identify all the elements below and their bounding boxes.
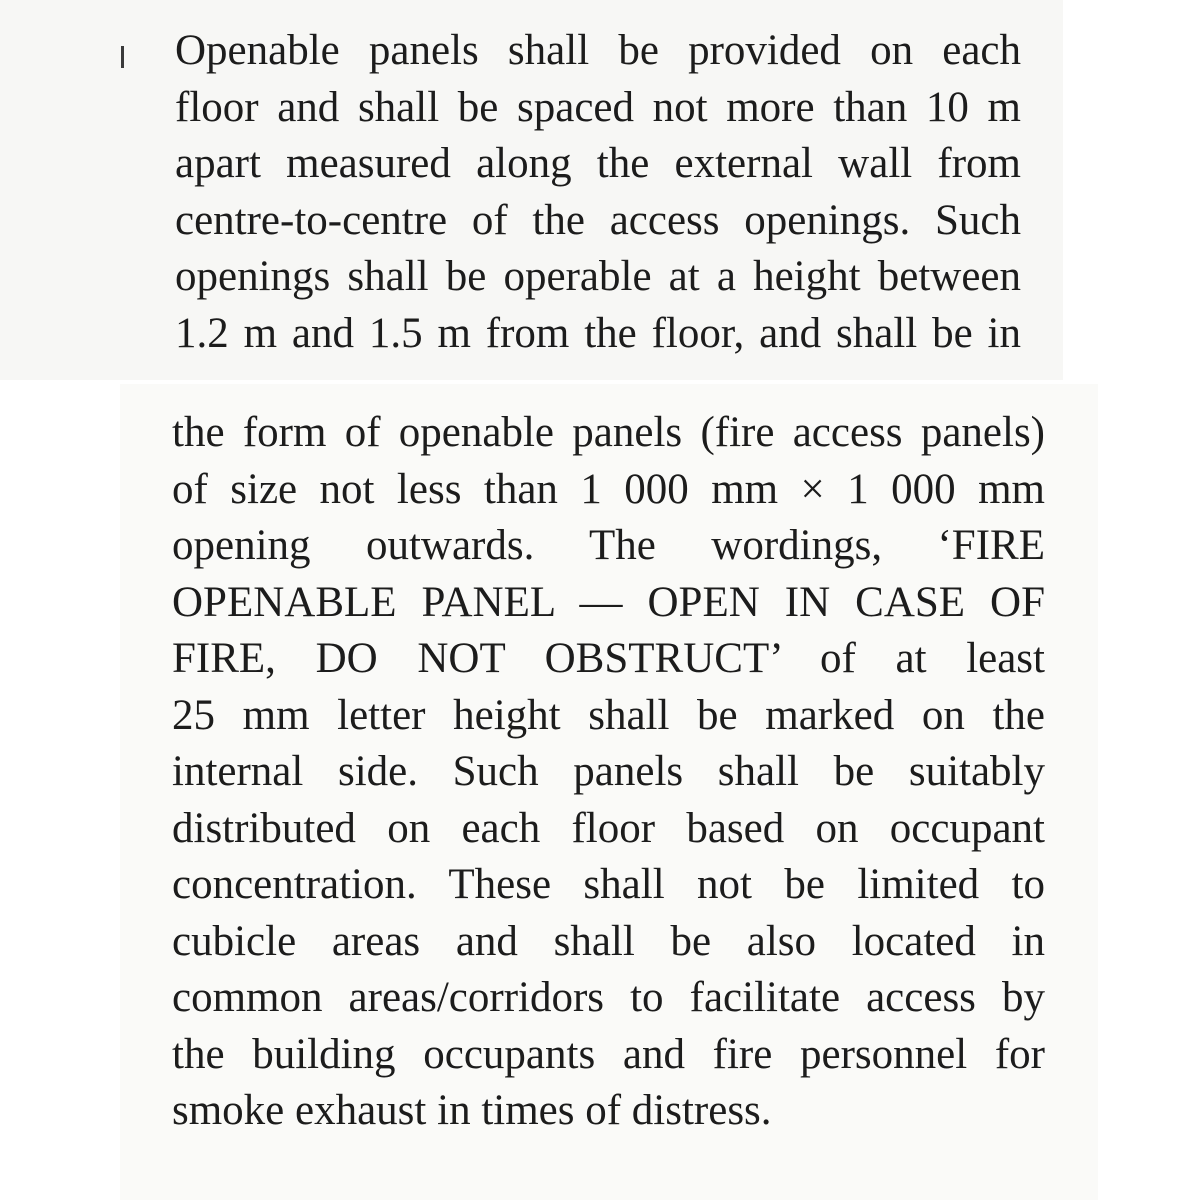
text-line: FIRE, DO NOT OBSTRUCT’ of at least — [172, 635, 1045, 682]
text-line: 25 mm letter height shall be marked on the — [172, 691, 1045, 739]
paragraph-top — [175, 23, 1021, 362]
margin-bracket-mark — [121, 46, 124, 68]
text-line: centre-to-centre of the access openings. Such — [175, 196, 1021, 244]
text-line: distributed on each floor based on occupant — [172, 804, 1045, 852]
text-line: the building occupants and fire personnel for — [172, 1030, 1045, 1078]
text-line: 1.2 m and 1.5 m from the floor, and shall be in — [175, 309, 1021, 357]
text-line: concentration. These shall not be limited to — [172, 861, 1045, 908]
text-line: floor and shall be spaced not more than 10 m — [175, 83, 1021, 131]
text-line: the form of openable panels (fire access panels) — [172, 409, 1045, 456]
text-line: internal side. Such panels shall be suitably — [172, 748, 1045, 795]
text-line: common areas/corridors to facilitate access by — [172, 974, 1045, 1021]
text-line: of size not less than 1 000 mm × 1 000 mm — [172, 465, 1045, 513]
text-line: OPENABLE PANEL — OPEN IN CASE OF — [172, 578, 1045, 626]
paragraph-bottom — [172, 405, 1045, 1140]
text-line: Openable panels shall be provided on each — [175, 27, 1021, 74]
text-line: cubicle areas and shall be also located in — [172, 917, 1045, 965]
text-line: smoke exhaust in times of distress. — [172, 1087, 772, 1134]
text-line: apart measured along the external wall from — [175, 140, 1021, 187]
text-line: opening outwards. The wordings, ‘FIRE — [172, 522, 1045, 569]
text-line: openings shall be operable at a height between — [175, 253, 1021, 300]
